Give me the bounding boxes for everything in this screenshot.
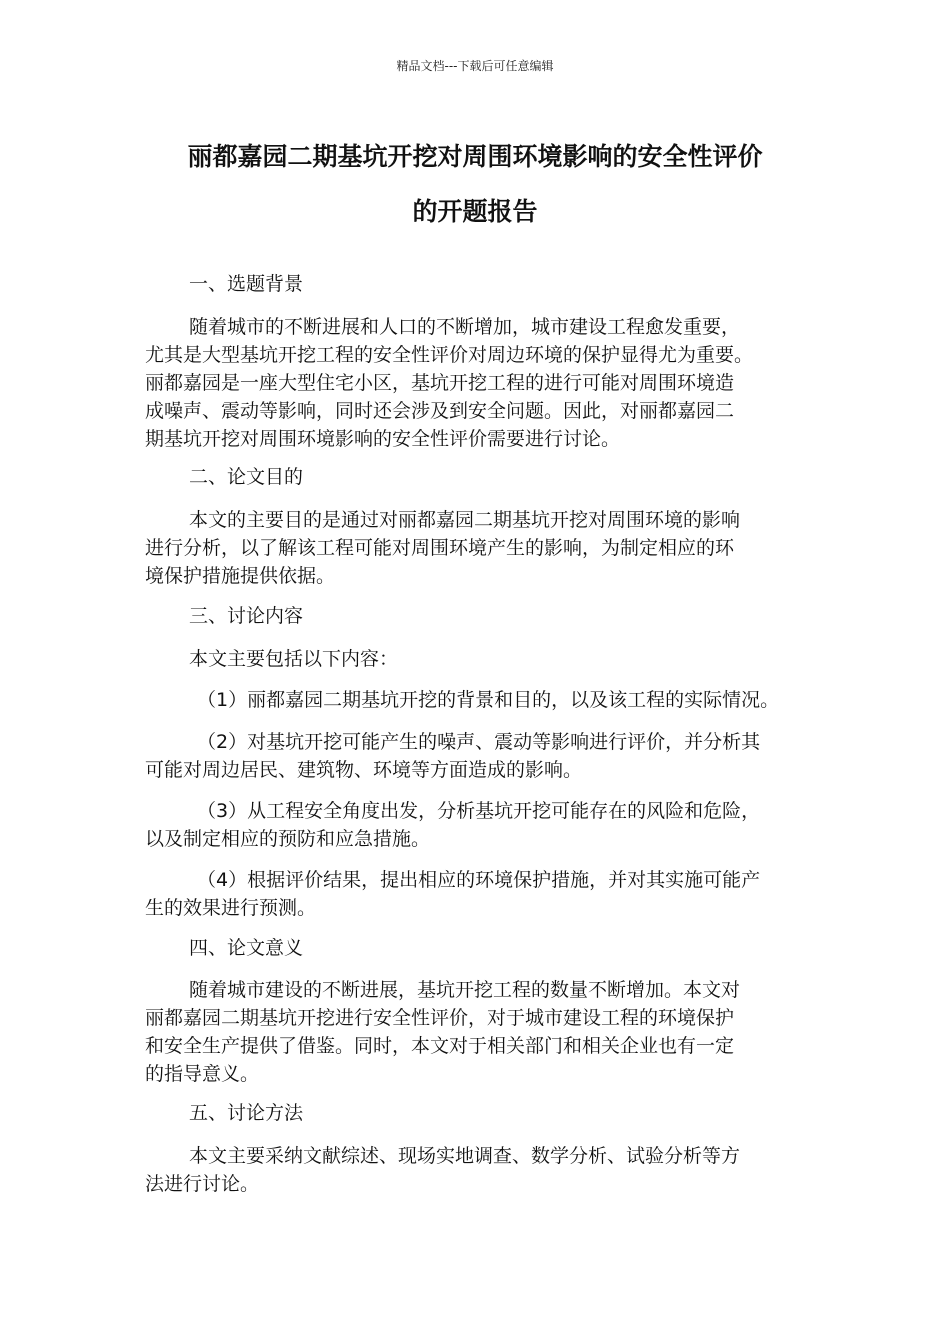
section-5-heading: 五、讨论方法 [189,1102,304,1124]
document-title-line-2: 的开题报告 [412,197,538,226]
document-title-line-1: 丽都嘉园二期基坑开挖对周围环境影响的安全性评价 [187,142,763,171]
section-2-heading: 二、论文目的 [189,466,304,488]
section-3-item-3: （3）从工程安全角度出发，分析基坑开挖可能存在的风险和危险， 以及制定相应的预防和应急措施。 [145,800,761,850]
section-1-heading: 一、选题背景 [189,273,304,295]
section-3-item-1: （1）丽都嘉园二期基坑开挖的背景和目的，以及该工程的实际情况。 [197,689,780,711]
section-2-paragraph: 本文的主要目的是通过对丽都嘉园二期基坑开挖对周围环境的影响 进行分析，以了解该工程可能对周围环境产生的影响，为制定相应的环 境保护措施提供依据。 [145,509,741,587]
section-4-paragraph: 随着城市建设的不断进展，基坑开挖工程的数量不断增加。本文对 丽都嘉园二期基坑开挖进行安全性评价，对于城市建设工程的环境保护 和安全生产提供了借鉴。同时，本文对于相关部门和相关企业也有一定 的指导意义。 [145,979,741,1085]
page-header: 精品文档---下载后可任意编辑 [396,59,554,73]
section-4-heading: 四、论文意义 [189,937,304,959]
section-1-paragraph: 随着城市的不断进展和人口的不断增加，城市建设工程愈发重要， 尤其是大型基坑开挖工程的安全性评价对周边环境的保护显得尤为重要。 丽都嘉园是一座大型住宅小区，基坑开挖工程的进行可能对周围环境造 成噪声、震动等影响，同时还会涉及到安全问题。因此，对丽都嘉园二 期基坑开挖对周围环境影响的安全性评价需要进行讨论。 [145,316,754,450]
section-3-item-2: （2）对基坑开挖可能产生的噪声、震动等影响进行评价，并分析其 可能对周边居民、建筑物、环境等方面造成的影响。 [145,731,761,781]
section-3-heading: 三、讨论内容 [189,605,304,627]
section-3-intro: 本文主要包括以下内容： [189,648,399,670]
section-5-paragraph: 本文主要采纳文献综述、现场实地调查、数学分析、试验分析等方 法进行讨论。 [145,1145,741,1195]
section-3-item-4: （4）根据评价结果，提出相应的环境保护措施，并对其实施可能产 生的效果进行预测。 [145,869,761,919]
